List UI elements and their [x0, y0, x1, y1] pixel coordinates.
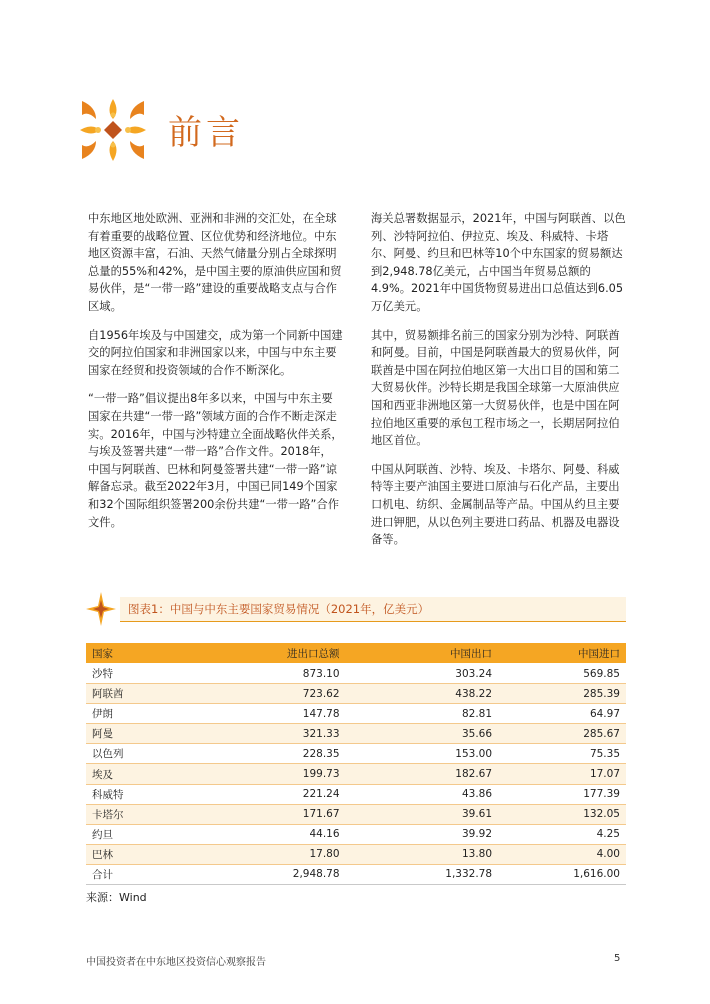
value-cell: 723.62 [212, 684, 346, 704]
value-cell: 1,332.78 [346, 864, 499, 884]
trade-table [86, 643, 626, 885]
star-icon [86, 592, 116, 626]
country-cell: 合计 [86, 864, 212, 884]
value-cell: 35.66 [346, 724, 499, 744]
paragraph: 中东地区地处欧洲、亚洲和非洲的交汇处，在全球有着重要的战略位置、区位优势和经济地位。中东地区资源丰富，石油、天然气储量分别占全球探明总量的55%和42%，是中国主要的原油供应国和贸易伙伴，是“一带一路”建设的重要战略支点与合作区域。 [88, 212, 342, 313]
table-row [86, 844, 626, 864]
country-cell: 埃及 [86, 764, 212, 784]
column-header-total: 进出口总额 [212, 643, 346, 664]
page-number: 5 [614, 953, 621, 964]
column-header-export: 中国出口 [346, 643, 499, 664]
value-cell: 4.00 [498, 844, 626, 864]
right-text-column [371, 210, 626, 560]
value-cell: 82.81 [346, 704, 499, 724]
value-cell: 873.10 [212, 664, 346, 684]
value-cell: 153.00 [346, 744, 499, 764]
table-title-bar [120, 597, 626, 622]
value-cell: 438.22 [346, 684, 499, 704]
table-row [86, 724, 626, 744]
value-cell: 44.16 [212, 824, 346, 844]
page-title: 前言 [168, 113, 244, 153]
table-row [86, 784, 626, 804]
column-header-country: 国家 [86, 643, 212, 664]
table-row [86, 804, 626, 824]
value-cell: 285.67 [498, 724, 626, 744]
value-cell: 569.85 [498, 664, 626, 684]
value-cell: 43.86 [346, 784, 499, 804]
country-cell: 卡塔尔 [86, 804, 212, 824]
value-cell: 17.80 [212, 844, 346, 864]
table-row [86, 764, 626, 784]
value-cell: 221.24 [212, 784, 346, 804]
paragraph: 海关总署数据显示，2021年，中国与阿联酋、以色列、沙特阿拉伯、伊拉克、埃及、科威特、卡塔尔、阿曼、约旦和巴林等10个中东国家的贸易额达到2,948.78亿美元，占中国当年贸易总额的4.9%。2021年中国货物贸易进出口总值达到6.05万亿美元。 [371, 212, 626, 313]
value-cell: 228.35 [212, 744, 346, 764]
table-header-row [86, 643, 626, 664]
value-cell: 4.25 [498, 824, 626, 844]
table-caption [86, 592, 626, 628]
value-cell: 171.67 [212, 804, 346, 824]
value-cell: 177.39 [498, 784, 626, 804]
paragraph: 自1956年埃及与中国建交，成为第一个同新中国建交的阿拉伯国家和非洲国家以来，中国与中东主要国家在经贸和投资领域的合作不断深化。 [88, 328, 343, 377]
value-cell: 132.05 [498, 804, 626, 824]
column-header-import: 中国进口 [498, 643, 626, 664]
footer-report-title: 中国投资者在中东地区投资信心观察报告 [86, 957, 266, 968]
paragraph: 其中，贸易额排名前三的国家分别为沙特、阿联酋和阿曼。目前，中国是阿联酋最大的贸易伙伴，阿联酋是中国在阿拉伯地区第一大出口目的国和第二大贸易伙伴。沙特长期是我国全球第一大原油供应国和西亚非洲地区第一大贸易伙伴，也是中国在阿拉伯地区重要的承包工程市场之一，长期居阿拉伯地区首位。 [371, 328, 620, 448]
value-cell: 75.35 [498, 744, 626, 764]
country-cell: 阿曼 [86, 724, 212, 744]
value-cell: 147.78 [212, 704, 346, 724]
value-cell: 17.07 [498, 764, 626, 784]
country-cell: 沙特 [86, 664, 212, 684]
value-cell: 13.80 [346, 844, 499, 864]
table-row [86, 864, 626, 884]
value-cell: 39.92 [346, 824, 499, 844]
source-note: 来源：Wind [86, 891, 147, 904]
table-row [86, 744, 626, 764]
value-cell: 285.39 [498, 684, 626, 704]
table-title: 图表1：中国与中东主要国家贸易情况（2021年，亿美元） [128, 602, 430, 616]
value-cell: 303.24 [346, 664, 499, 684]
country-cell: 伊朗 [86, 704, 212, 724]
decorative-pattern-icon [78, 97, 148, 163]
table-row [86, 704, 626, 724]
country-cell: 约旦 [86, 824, 212, 844]
country-cell: 科威特 [86, 784, 212, 804]
left-text-column [88, 210, 343, 542]
table-row [86, 664, 626, 684]
table-row [86, 824, 626, 844]
value-cell: 321.33 [212, 724, 346, 744]
paragraph: “一带一路”倡议提出8年多以来，中国与中东主要国家在共建“一带一路”领域方面的合作不断走深走实。2016年，中国与沙特建立全面战略伙伴关系，与埃及签署共建“一带一路”合作文件。2018年，中国与阿联酋、巴林和阿曼签署共建“一带一路”谅解备忘录。截至2022年3月，中国已同149个国家和32个国际组织签署200余份共建“一带一路”合作文件。 [88, 392, 343, 529]
country-cell: 阿联酋 [86, 684, 212, 704]
value-cell: 182.67 [346, 764, 499, 784]
value-cell: 2,948.78 [212, 864, 346, 884]
table-row [86, 684, 626, 704]
country-cell: 以色列 [86, 744, 212, 764]
paragraph: 中国从阿联酋、沙特、埃及、卡塔尔、阿曼、科威特等主要产油国主要进口原油与石化产品，主要出口机电、纺织、金属制品等产品。中国从约旦主要进口钾肥，从以色列主要进口药品、机器及电器设备等。 [371, 462, 620, 547]
value-cell: 199.73 [212, 764, 346, 784]
value-cell: 64.97 [498, 704, 626, 724]
value-cell: 1,616.00 [498, 864, 626, 884]
value-cell: 39.61 [346, 804, 499, 824]
country-cell: 巴林 [86, 844, 212, 864]
